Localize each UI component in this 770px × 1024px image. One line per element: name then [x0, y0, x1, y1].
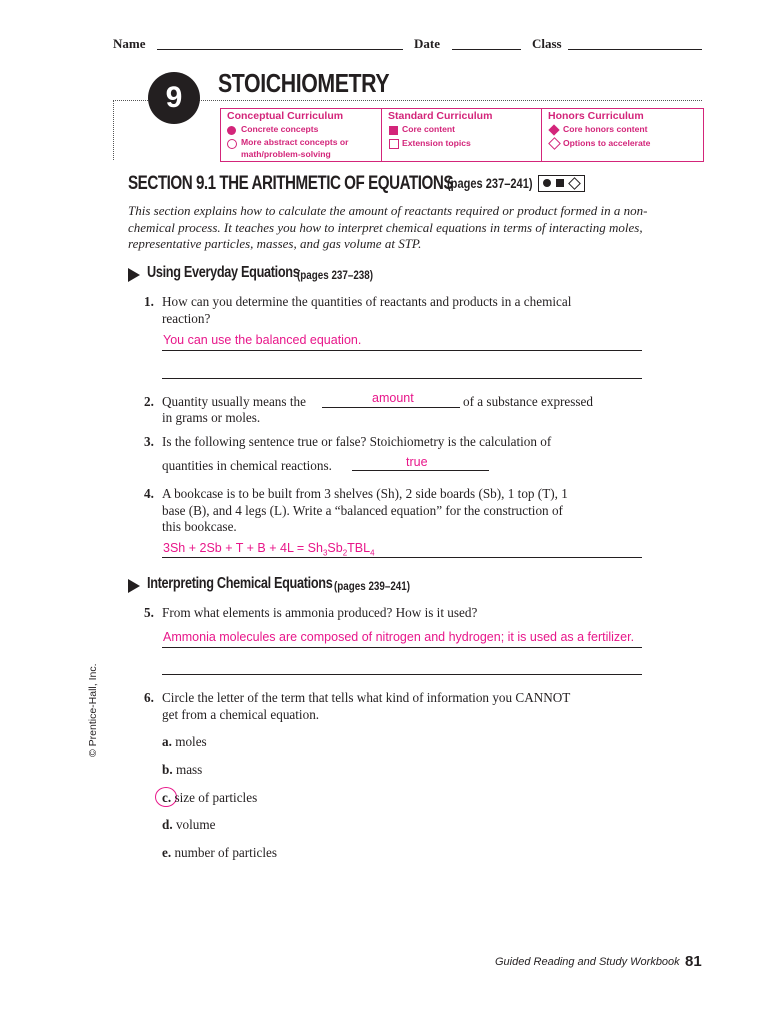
date-label: Date — [414, 36, 440, 51]
conceptual-item-1: Concrete concepts — [241, 124, 319, 134]
q2-blank[interactable] — [322, 407, 460, 408]
option-letter: a. — [162, 734, 172, 749]
name-label: Name — [113, 36, 146, 51]
footer-title: Guided Reading and Study Workbook — [495, 956, 680, 968]
section-intro — [128, 203, 647, 253]
open-circle-icon — [227, 139, 237, 149]
name-field[interactable] — [157, 49, 403, 50]
honors-item-2: Options to accelerate — [563, 138, 651, 148]
standard-item-1: Core content — [402, 124, 455, 134]
honors-item-1: Core honors content — [563, 124, 648, 134]
option-letter: b. — [162, 762, 173, 777]
header-left-rule — [113, 100, 114, 160]
option-letter: e. — [162, 845, 172, 860]
q6-line-1: Circle the letter of the term that tells what kind of information you CANNOT — [162, 690, 571, 705]
q1-line-2: reaction? — [162, 310, 211, 326]
filled-circle-icon — [227, 126, 236, 135]
q6-line-2: get from a chemical equation. — [162, 706, 320, 722]
q6-option-d[interactable] — [162, 817, 216, 834]
q1-number: 1. — [144, 294, 154, 309]
chapter-title: STOICHIOMETRY — [218, 68, 390, 98]
q1-line-1: How can you determine the quantities of reactants and products in a chemical — [162, 294, 572, 309]
q6-option-a[interactable] — [162, 734, 207, 751]
q4-line-1: A bookcase is to be built from 3 shelves (Sh), 2 side boards (Sb), 1 top (T), 1 — [162, 486, 568, 501]
q2-number: 2. — [144, 394, 154, 409]
conceptual-item-2: More abstract concepts or — [241, 137, 349, 147]
q3-blank[interactable] — [352, 470, 489, 471]
q4-number: 4. — [144, 486, 154, 501]
q4-line-2: base (B), and 4 legs (L). Write a “balanced equation” for the construction of — [162, 502, 563, 518]
option-text: number of particles — [174, 845, 277, 860]
q1-text — [162, 294, 571, 327]
q6-option-b[interactable] — [162, 762, 202, 779]
option-text: volume — [175, 817, 216, 832]
subsection-2-pages: (pages 239–241) — [334, 579, 411, 593]
subsection-2-title: Interpreting Chemical Equations — [147, 575, 333, 592]
q2-answer: amount — [372, 391, 414, 405]
intro-line-3: representative particles, masses, and gas volume at STP. — [128, 236, 422, 251]
open-square-icon — [389, 139, 399, 149]
intro-line-1: This section explains how to calculate the amount of reactants required or product formed in a non- — [128, 203, 648, 218]
triangle-bullet-icon — [128, 579, 140, 593]
class-label: Class — [532, 36, 562, 51]
q3-answer: true — [406, 455, 428, 469]
q4-line-3: this bookcase. — [162, 519, 237, 534]
q6-text — [162, 690, 570, 723]
q3-line-1: Is the following sentence true or false? Stoichiometry is the calculation of — [162, 434, 552, 449]
chapter-number-badge — [148, 72, 200, 124]
option-letter: c. — [162, 790, 172, 805]
open-diamond-icon — [568, 177, 581, 190]
option-text: mass — [175, 762, 203, 777]
q6-number: 6. — [144, 690, 154, 705]
triangle-bullet-icon — [128, 268, 140, 282]
section-level-symbols — [538, 175, 585, 192]
page-number: 81 — [685, 953, 702, 970]
q4-answer-part-3: TBL — [347, 541, 371, 555]
q2-line-2: in grams or moles. — [162, 410, 261, 425]
q4-answer — [163, 541, 375, 558]
subsection-1-pages: (pages 237–238) — [297, 268, 374, 282]
q2-text-before: Quantity usually means the — [162, 394, 306, 409]
subsection-1-title: Using Everyday Equations — [147, 264, 300, 281]
q5-answer: Ammonia molecules are composed of nitrogen and hydrogen; it is used as a fertilizer. — [163, 630, 635, 644]
q3-number: 3. — [144, 434, 154, 449]
q4-answer-part-1: 3Sh + 2Sb + T + B + 4L = Sh — [163, 541, 323, 555]
q1-answer: You can use the balanced equation. — [163, 333, 362, 347]
option-text: moles — [175, 734, 207, 749]
copyright-notice: © Prentice-Hall, Inc. — [87, 663, 99, 757]
section-pages: (pages 237–241) — [447, 176, 533, 191]
q6-option-e[interactable] — [162, 845, 277, 862]
honors-curriculum-title: Honors Curriculum — [548, 110, 644, 122]
q4-answer-sub-1: 3 — [322, 548, 328, 558]
q4-answer-part-2: Sb — [327, 541, 343, 555]
q4-answer-line[interactable] — [162, 557, 642, 558]
q5-answer-line-2[interactable] — [162, 674, 642, 675]
q5-answer-line-1[interactable] — [162, 647, 642, 648]
curriculum-divider-1 — [381, 108, 382, 162]
q6-option-c[interactable] — [162, 790, 257, 807]
q2-text-after: of a substance expressed — [463, 394, 593, 409]
curriculum-divider-2 — [541, 108, 542, 162]
section-title: SECTION 9.1 THE ARITHMETIC OF EQUATIONS — [128, 173, 453, 194]
standard-curriculum-title: Standard Curriculum — [388, 110, 493, 122]
header-divider — [113, 100, 702, 101]
q4-text — [162, 486, 568, 536]
intro-line-2: chemical process. It teaches you how to interpret chemical equations in terms of interacting moles, — [128, 219, 643, 235]
q1-answer-line-1[interactable] — [162, 350, 642, 351]
q1-answer-line-2[interactable] — [162, 378, 642, 379]
q5-line-1: From what elements is ammonia produced? How is it used? — [162, 605, 478, 620]
conceptual-item-3: math/problem-solving — [241, 149, 331, 159]
filled-square-icon — [556, 179, 564, 187]
option-letter: d. — [162, 817, 173, 832]
chapter-number: 9 — [165, 81, 183, 114]
filled-circle-icon — [543, 179, 551, 187]
q4-answer-sub-3: 4 — [370, 548, 375, 558]
conceptual-curriculum-title: Conceptual Curriculum — [227, 110, 344, 122]
option-text: size of particles — [174, 790, 258, 805]
filled-square-icon — [389, 126, 398, 135]
q4-answer-sub-2: 2 — [342, 548, 348, 558]
class-field[interactable] — [568, 49, 702, 50]
standard-item-2: Extension topics — [402, 138, 471, 148]
date-field[interactable] — [452, 49, 521, 50]
q3-line-2: quantities in chemical reactions. — [162, 458, 332, 473]
q5-number: 5. — [144, 605, 154, 620]
